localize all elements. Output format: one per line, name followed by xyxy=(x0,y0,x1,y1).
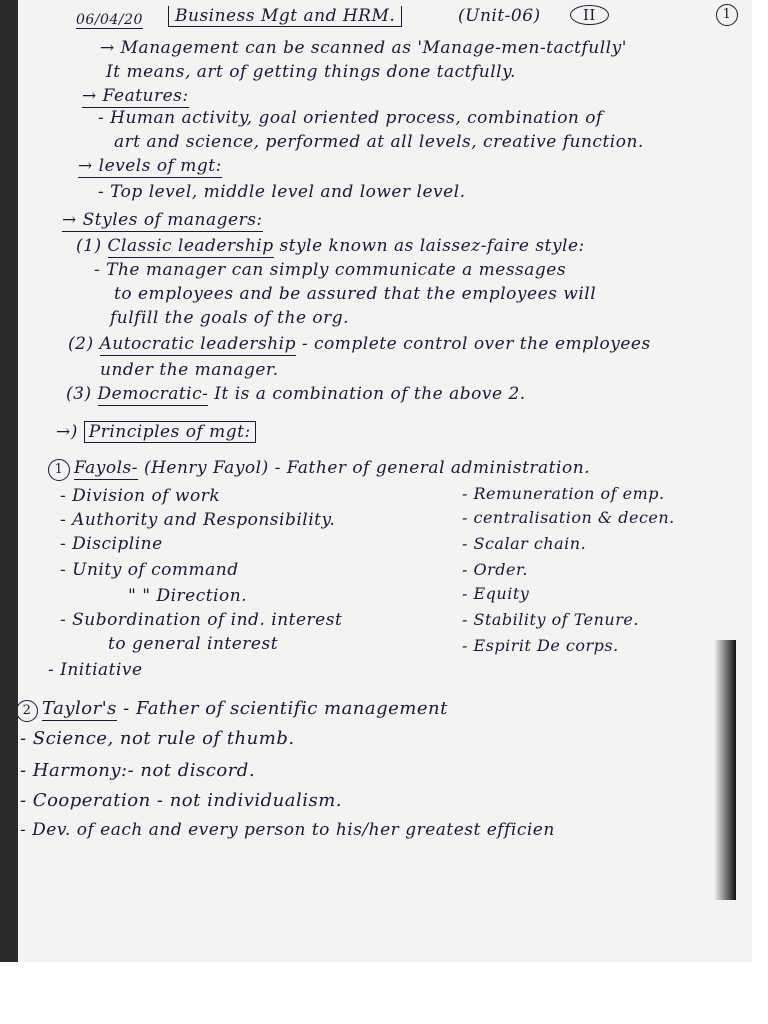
style-2-desc: under the manager. xyxy=(100,360,279,380)
fayol-left-7: to general interest xyxy=(108,634,279,654)
header-title-box xyxy=(168,6,402,27)
fayol-left-3: - Discipline xyxy=(60,534,163,554)
fayol-left-8: - Initiative xyxy=(48,660,143,680)
notebook-page xyxy=(18,0,752,962)
header-unit: (Unit-06) xyxy=(458,6,541,26)
page-shadow xyxy=(714,640,736,900)
principles-heading: →) Principles of mgt: xyxy=(56,422,256,442)
fayol-right-3: - Scalar chain. xyxy=(462,534,587,553)
fayol-right-6: - Stability of Tenure. xyxy=(462,610,639,629)
notebook-binding-edge xyxy=(0,0,18,962)
intro-line-2: It means, art of getting things done tactfully. xyxy=(106,62,516,82)
header-part: II xyxy=(570,5,609,25)
taylor-line-3: - Cooperation - not individualism. xyxy=(20,790,343,811)
fayol-right-5: - Equity xyxy=(462,584,530,603)
features-line-1: - Human activity, goal oriented process, combination of xyxy=(98,108,603,128)
page-number: 1 xyxy=(716,4,742,26)
taylor-line-4: - Dev. of each and every person to his/her greatest efficien xyxy=(20,820,555,840)
style-1-desc-2: to employees and be assured that the employees will xyxy=(114,284,597,304)
fayol-left-1: - Division of work xyxy=(60,486,221,506)
fayol-right-2: - centralisation & decen. xyxy=(462,508,675,527)
fayol-right-1: - Remuneration of emp. xyxy=(462,484,665,503)
fayol-right-7: - Espirit De corps. xyxy=(462,636,619,655)
features-line-2: art and science, performed at all levels, creative function. xyxy=(114,132,644,152)
header-date: 06/04/20 xyxy=(76,12,143,28)
style-1-desc-1: - The manager can simply communicate a messages xyxy=(94,260,567,280)
intro-line-1: → Management can be scanned as 'Manage-men-tactfully' xyxy=(100,38,627,58)
features-heading: → Features: xyxy=(82,86,189,106)
taylor-heading: 2 Taylor's - Father of scientific management xyxy=(18,698,448,722)
style-2-line: (2) Autocratic leadership - complete control over the employees xyxy=(68,334,651,354)
levels-heading: → levels of mgt: xyxy=(78,156,222,176)
fayol-left-4: - Unity of command xyxy=(60,560,239,580)
fayol-right-4: - Order. xyxy=(462,560,528,579)
style-3-line: (3) Democratic- It is a combination of the above 2. xyxy=(66,384,526,404)
levels-line: - Top level, middle level and lower level. xyxy=(98,182,466,202)
taylor-line-1: - Science, not rule of thumb. xyxy=(20,728,295,749)
fayol-heading: 1 Fayols- (Henry Fayol) - Father of general administration. xyxy=(48,458,590,481)
style-1-desc-3: fulfill the goals of the org. xyxy=(110,308,350,328)
fayol-left-2: - Authority and Responsibility. xyxy=(60,510,336,530)
header-title: Business Mgt and HRM. xyxy=(168,6,402,27)
styles-heading: → Styles of managers: xyxy=(62,210,263,230)
style-1-line: (1) Classic leadership style known as laissez-faire style: xyxy=(76,236,585,256)
taylor-line-2: - Harmony:- not discord. xyxy=(20,760,256,781)
fayol-left-6: - Subordination of ind. interest xyxy=(60,610,343,630)
fayol-left-5: " " Direction. xyxy=(128,586,248,606)
